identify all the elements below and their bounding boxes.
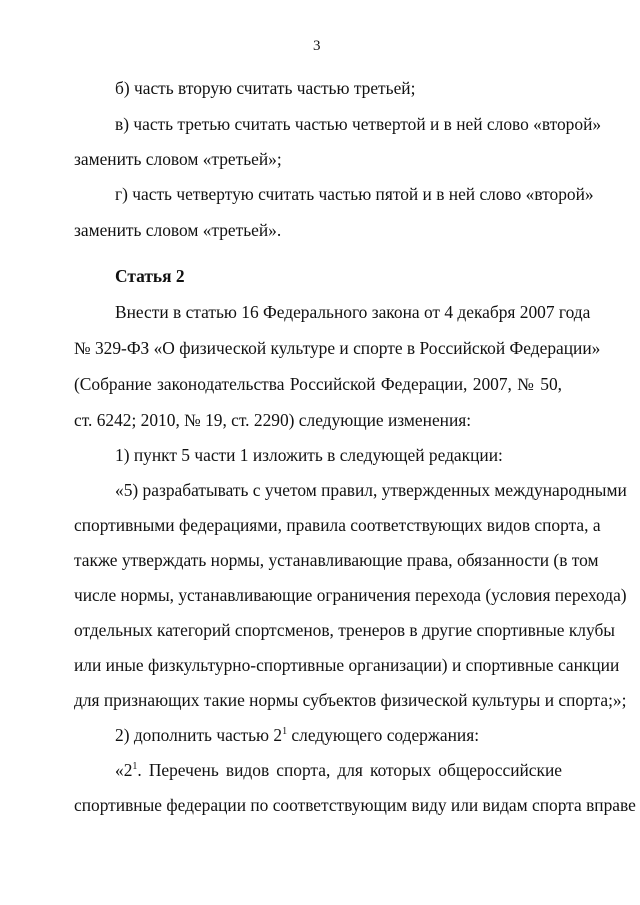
paragraph-v-line-1: в) часть третью считать частью четвертой и в ней слово «второй» — [115, 114, 602, 134]
paragraph-g-line-1: г) часть четвертую считать частью пятой и в ней слово «второй» — [115, 184, 594, 204]
quote-5-line-6: или иные физкультурно-спортивные организации) и спортивные санкции — [74, 655, 620, 675]
item-2-suffix: следующего содержания: — [287, 725, 480, 745]
paragraph-g-line-2: заменить словом «третьей». — [74, 220, 282, 240]
quote-5-line-7: для признающих такие нормы субъектов физической культуры и спорта;»; — [74, 690, 627, 710]
intro-line-1: Внести в статью 16 Федерального закона от 4 декабря 2007 года — [115, 302, 591, 322]
item-2-superscript: 1 — [282, 726, 288, 738]
item-1: 1) пункт 5 части 1 изложить в следующей редакции: — [115, 445, 503, 465]
quote-5-line-5: отдельных категорий спортсменов, тренеров в другие спортивные клубы — [74, 620, 615, 640]
paragraph-v-line-2: заменить словом «третьей»; — [74, 149, 282, 169]
item-2 — [115, 725, 479, 745]
paragraph-b: б) часть вторую считать частью третьей; — [115, 78, 416, 98]
intro-line-4: ст. 6242; 2010, № 19, ст. 2290) следующие изменения: — [74, 410, 472, 430]
quote-21-line-2: спортивные федерации по соответствующим виду или видам спорта вправе — [74, 795, 636, 815]
quote-21-rest: . Перечень видов спорта, для которых общероссийские — [137, 760, 562, 780]
quote-5-line-3: также утверждать нормы, устанавливающие права, обязанности (в том — [74, 550, 599, 570]
quote-21-line-1 — [115, 760, 562, 780]
quote-5-line-2: спортивными федерациями, правила соответствующих видов спорта, а — [74, 515, 601, 535]
quote-5-line-1: «5) разрабатывать с учетом правил, утвержденных международными — [115, 480, 627, 500]
item-2-prefix: 2) дополнить частью 2 — [115, 725, 283, 745]
page-number: 3 — [313, 38, 321, 54]
quote-21-open: «2 — [115, 760, 133, 780]
article-heading: Статья 2 — [115, 266, 185, 286]
intro-line-2: № 329-ФЗ «О физической культуре и спорте в Российской Федерации» — [74, 338, 601, 358]
quote-21-superscript: 1 — [132, 761, 138, 773]
intro-line-3: (Собрание законодательства Российской Федерации, 2007, № 50, — [74, 374, 562, 394]
quote-5-line-4: числе нормы, устанавливающие ограничения перехода (условия перехода) — [74, 585, 627, 605]
